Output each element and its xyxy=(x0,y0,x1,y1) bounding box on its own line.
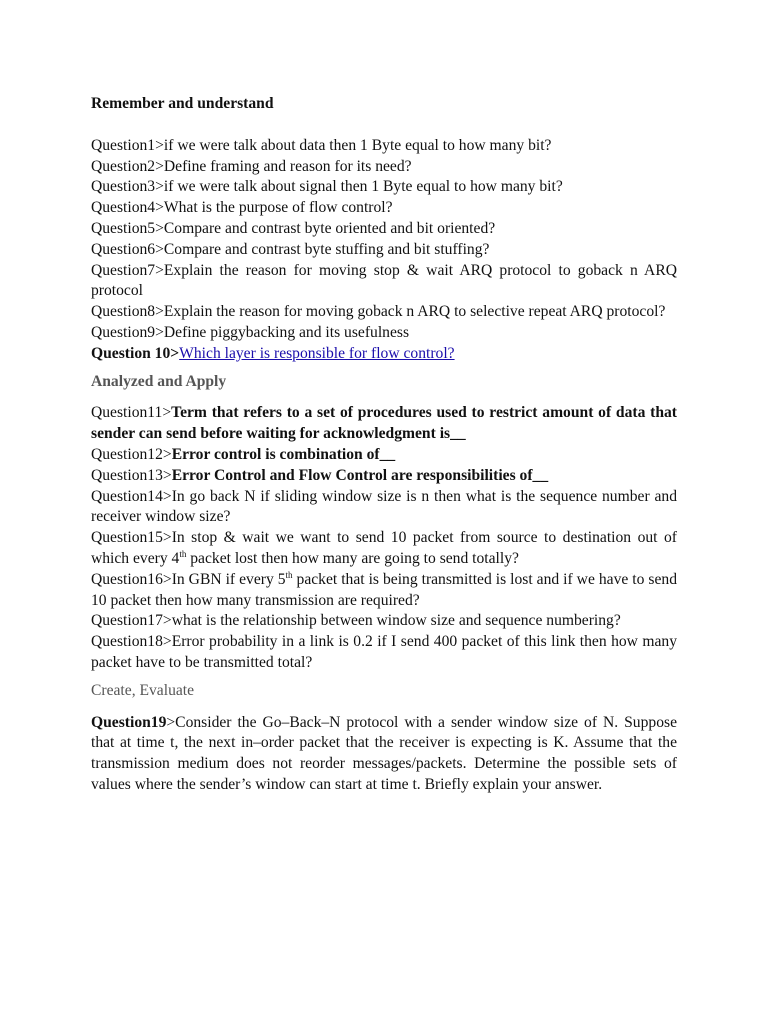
question-text: if we were talk about signal then 1 Byte equal to how many bit? xyxy=(163,178,563,196)
question-prefix: Question16> xyxy=(91,570,172,588)
question-prefix: Question13> xyxy=(91,466,172,484)
question-text: Error probability in a link is 0.2 if I send 400 packet of this link then how many packet have to be transmitted total? xyxy=(91,633,677,671)
question-list-remember xyxy=(91,136,677,365)
question-prefix: Question11> xyxy=(91,404,172,422)
question-1 xyxy=(91,136,677,157)
question-text: Term that refers to a set of procedures used to restrict amount of data that sender can send before waiting for acknowledgment is__ xyxy=(91,404,677,443)
question-list-analyze xyxy=(91,403,677,673)
question-8 xyxy=(91,302,677,323)
question-text: >Consider the Go–Back–N protocol with a sender window size of N. Suppose that at time t, the next in–order packet that the receiver is expecting is K. Assume that the transmission medium does not reorder messages/packets. Determine the possible sets of values where the sender’s window can start at time t. Briefly explain your answer. xyxy=(91,713,677,793)
ordinal-suffix: th xyxy=(179,548,187,559)
question-7 xyxy=(91,261,677,303)
question-text-before: In stop & wait we want to send 10 packet from source to destination out of which every 4 xyxy=(91,529,677,567)
question-prefix: Question4> xyxy=(91,199,164,217)
question-text: Explain the reason for moving goback n ARQ to selective repeat ARQ protocol? xyxy=(163,303,666,321)
question-4 xyxy=(91,198,677,219)
question-15 xyxy=(91,528,677,570)
question-12 xyxy=(91,445,677,466)
question-3 xyxy=(91,177,677,198)
question-text: Define framing and reason for its need? xyxy=(163,157,412,175)
question-prefix: Question18> xyxy=(91,633,172,651)
question-text: Define piggybacking and its usefulness xyxy=(163,323,410,341)
question-prefix: Question5> xyxy=(91,219,164,237)
question-prefix: Question17> xyxy=(91,612,172,630)
question-text: Compare and contrast byte oriented and bit oriented? xyxy=(163,219,496,237)
question-prefix: Question3> xyxy=(91,178,164,196)
question-prefix: Question19 xyxy=(91,713,167,731)
question-19 xyxy=(91,713,677,796)
question-9 xyxy=(91,323,677,344)
section-heading-analyze: Analyzed and Apply xyxy=(91,372,227,390)
question-text: What is the purpose of flow control? xyxy=(163,199,393,217)
question-text: if we were talk about data then 1 Byte equal to how many bit? xyxy=(163,136,552,154)
question-text: Explain the reason for moving stop & wait ARQ protocol to goback n ARQ protocol xyxy=(91,261,677,300)
question-prefix: Question12> xyxy=(91,445,172,463)
question-prefix: Question2> xyxy=(91,157,164,175)
question-prefix: Question7> xyxy=(91,261,164,279)
question-text-after: packet lost then how many are going to send totally? xyxy=(186,549,519,567)
question-5 xyxy=(91,219,677,240)
section-heading-remember: Remember and understand xyxy=(91,95,274,112)
question-text-before: In GBN if every 5 xyxy=(171,570,286,588)
question-18 xyxy=(91,632,677,674)
question-prefix: Question6> xyxy=(91,240,164,258)
question-14 xyxy=(91,487,677,529)
ordinal-suffix: th xyxy=(285,569,293,580)
question-prefix: Question15> xyxy=(91,529,172,547)
question-16 xyxy=(91,570,677,612)
section-heading-create: Create, Evaluate xyxy=(91,681,195,699)
question-prefix: Question8> xyxy=(91,303,164,321)
question-prefix: Question14> xyxy=(91,487,172,505)
question-list-create xyxy=(91,713,677,796)
flow-control-layer-link[interactable]: Which layer is responsible for flow control? xyxy=(179,344,455,362)
question-text: what is the relationship between window size and sequence numbering? xyxy=(171,612,621,630)
question-2 xyxy=(91,157,677,178)
question-text: In go back N if sliding window size is n then what is the sequence number and receiver window size? xyxy=(91,487,677,526)
question-prefix: Question9> xyxy=(91,323,164,341)
document-content xyxy=(91,94,677,796)
question-text: Error control is combination of__ xyxy=(171,445,396,463)
question-text: Error Control and Flow Control are responsibilities of__ xyxy=(171,466,549,484)
question-13 xyxy=(91,466,677,487)
question-text: Compare and contrast byte stuffing and bit stuffing? xyxy=(163,240,490,258)
question-11 xyxy=(91,403,677,445)
question-text-after: packet that is being transmitted is lost and if we have to send 10 packet then how many transmission are required? xyxy=(91,570,677,609)
question-prefix: Question 10> xyxy=(91,344,180,362)
question-17 xyxy=(91,611,677,632)
question-prefix: Question1> xyxy=(91,136,164,154)
question-10 xyxy=(91,344,677,365)
question-6 xyxy=(91,240,677,261)
